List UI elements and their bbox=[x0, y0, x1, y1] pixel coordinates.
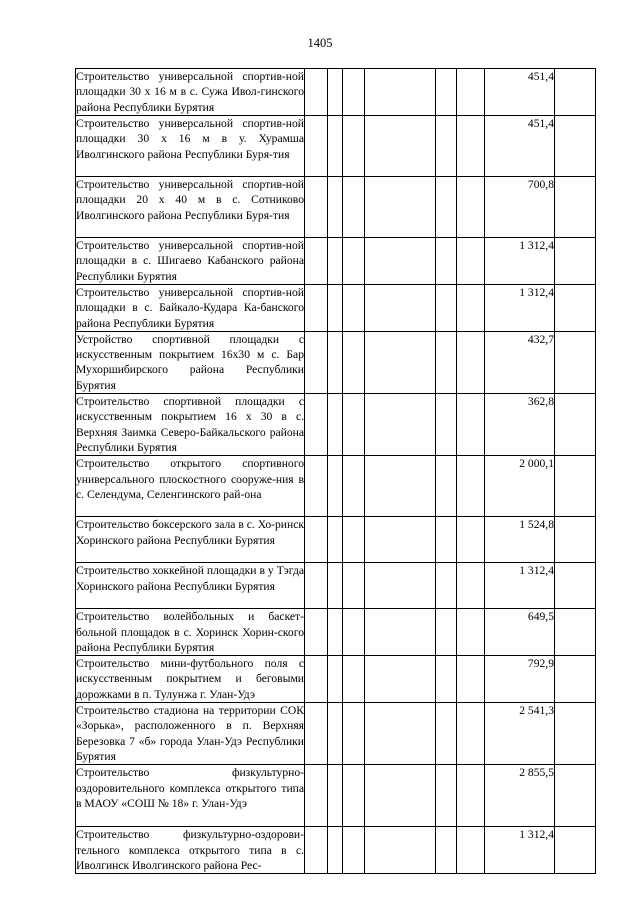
table-row bbox=[76, 517, 596, 563]
table-row bbox=[76, 116, 596, 177]
empty-cell bbox=[343, 563, 365, 609]
row-amount: 649,5 bbox=[485, 609, 555, 656]
table-row bbox=[76, 456, 596, 517]
table-row bbox=[76, 609, 596, 656]
table-row bbox=[76, 285, 596, 332]
row-amount: 1 312,4 bbox=[485, 563, 555, 609]
table-row bbox=[76, 827, 596, 874]
row-amount: 362,8 bbox=[485, 394, 555, 456]
empty-cell bbox=[343, 69, 365, 116]
empty-cell bbox=[328, 456, 343, 517]
empty-cell bbox=[343, 703, 365, 765]
table-row bbox=[76, 765, 596, 827]
row-amount: 2 541,3 bbox=[485, 703, 555, 765]
empty-cell bbox=[436, 238, 457, 285]
empty-cell bbox=[555, 827, 596, 874]
page-number: 1405 bbox=[307, 36, 333, 50]
empty-cell bbox=[457, 703, 485, 765]
empty-cell bbox=[365, 609, 436, 656]
row-amount: 1 312,4 bbox=[485, 827, 555, 874]
row-description: Строительство универсальной спортив-ной площадки в с. Байкало-Кудара Ка-банского района Республики Бурятия bbox=[76, 286, 304, 330]
empty-cell bbox=[343, 456, 365, 517]
row-description: Строительство волейбольных и баскет-больной площадок в с. Хоринск Хорин-ского района Республики Бурятия bbox=[76, 610, 304, 654]
empty-cell bbox=[457, 331, 485, 393]
row-description: Строительство физкультурно-оздорови-тельного комплекса открытого типа в с. Иволгинск Иволгинского района Рес- bbox=[76, 828, 304, 872]
empty-cell bbox=[305, 238, 328, 285]
row-amount: 451,4 bbox=[485, 116, 555, 177]
table-row bbox=[76, 177, 596, 238]
table-row bbox=[76, 238, 596, 285]
empty-cell bbox=[436, 456, 457, 517]
empty-cell bbox=[343, 765, 365, 827]
empty-cell bbox=[343, 609, 365, 656]
row-amount: 700,8 bbox=[485, 177, 555, 238]
empty-cell bbox=[328, 238, 343, 285]
row-amount: 2 000,1 bbox=[485, 456, 555, 517]
empty-cell bbox=[457, 765, 485, 827]
empty-cell bbox=[555, 656, 596, 703]
empty-cell bbox=[555, 177, 596, 238]
empty-cell bbox=[555, 456, 596, 517]
row-description: Строительство физкультурно-оздоровительного комплекса открытого типа в МАОУ «СОШ № 18» г. Улан-Удэ bbox=[76, 765, 305, 827]
empty-cell bbox=[343, 177, 365, 238]
empty-cell bbox=[555, 517, 596, 563]
empty-cell bbox=[305, 517, 328, 563]
budget-table bbox=[75, 68, 596, 874]
empty-cell bbox=[328, 517, 343, 563]
row-amount: 792,9 bbox=[485, 656, 555, 703]
row-description: Строительство стадиона на территории СОК «Зорька», расположенного в п. Верхняя Березовка 7 «б» города Улан-Удэ Республики Бурятия bbox=[76, 704, 304, 763]
empty-cell bbox=[365, 656, 436, 703]
empty-cell bbox=[328, 609, 343, 656]
row-description: Строительство спортивной площадки с искусственным покрытием 16 х 30 в с. Верхняя Заимка Северо-Байкальского района Республики Бурятия bbox=[76, 395, 304, 454]
empty-cell bbox=[457, 116, 485, 177]
row-description: Строительство универсальной спортив-ной площадки 20 х 40 м в с. Сотниково Иволгинского района Республики Буря-тия bbox=[76, 177, 305, 238]
empty-cell bbox=[436, 827, 457, 874]
table-row bbox=[76, 69, 596, 116]
empty-cell bbox=[457, 609, 485, 656]
row-description: Строительство мини-футбольного поля с искусственным покрытием и беговыми дорожками в п. Тулунжа г. Улан-Удэ bbox=[76, 657, 304, 701]
empty-cell bbox=[457, 827, 485, 874]
row-amount: 1 312,4 bbox=[485, 238, 555, 285]
empty-cell bbox=[457, 177, 485, 238]
empty-cell bbox=[365, 517, 436, 563]
empty-cell bbox=[457, 456, 485, 517]
row-amount: 451,4 bbox=[485, 69, 555, 116]
empty-cell bbox=[555, 116, 596, 177]
empty-cell bbox=[365, 827, 436, 874]
empty-cell bbox=[305, 656, 328, 703]
table-row bbox=[76, 331, 596, 393]
empty-cell bbox=[365, 765, 436, 827]
empty-cell bbox=[305, 456, 328, 517]
empty-cell bbox=[328, 656, 343, 703]
empty-cell bbox=[555, 331, 596, 393]
empty-cell bbox=[436, 69, 457, 116]
empty-cell bbox=[436, 331, 457, 393]
empty-cell bbox=[328, 563, 343, 609]
empty-cell bbox=[305, 331, 328, 393]
empty-cell bbox=[328, 116, 343, 177]
empty-cell bbox=[305, 563, 328, 609]
empty-cell bbox=[305, 116, 328, 177]
row-amount: 1 524,8 bbox=[485, 517, 555, 563]
empty-cell bbox=[436, 656, 457, 703]
empty-cell bbox=[305, 69, 328, 116]
empty-cell bbox=[328, 331, 343, 393]
empty-cell bbox=[343, 656, 365, 703]
empty-cell bbox=[436, 563, 457, 609]
row-description: Строительство боксерского зала в с. Хо-ринск Хоринского района Республики Бурятия bbox=[76, 517, 305, 563]
empty-cell bbox=[457, 563, 485, 609]
empty-cell bbox=[457, 517, 485, 563]
empty-cell bbox=[436, 116, 457, 177]
table-row bbox=[76, 563, 596, 609]
empty-cell bbox=[365, 456, 436, 517]
empty-cell bbox=[555, 394, 596, 456]
empty-cell bbox=[365, 177, 436, 238]
empty-cell bbox=[457, 238, 485, 285]
empty-cell bbox=[328, 827, 343, 874]
empty-cell bbox=[343, 394, 365, 456]
empty-cell bbox=[365, 285, 436, 332]
empty-cell bbox=[365, 703, 436, 765]
empty-cell bbox=[343, 517, 365, 563]
empty-cell bbox=[343, 331, 365, 393]
table-row bbox=[76, 656, 596, 703]
row-description: Строительство открытого спортивного универсального плоскостного сооруже-ния в с. Селендума, Селенгинского рай-она bbox=[76, 456, 305, 517]
empty-cell bbox=[328, 285, 343, 332]
empty-cell bbox=[305, 703, 328, 765]
empty-cell bbox=[555, 285, 596, 332]
empty-cell bbox=[436, 177, 457, 238]
row-amount: 432,7 bbox=[485, 331, 555, 393]
empty-cell bbox=[436, 394, 457, 456]
empty-cell bbox=[343, 116, 365, 177]
empty-cell bbox=[328, 69, 343, 116]
empty-cell bbox=[555, 563, 596, 609]
empty-cell bbox=[365, 116, 436, 177]
row-amount: 2 855,5 bbox=[485, 765, 555, 827]
row-amount: 1 312,4 bbox=[485, 285, 555, 332]
empty-cell bbox=[328, 765, 343, 827]
empty-cell bbox=[555, 765, 596, 827]
empty-cell bbox=[305, 394, 328, 456]
row-description: Строительство универсальной спортив-ной площадки 30 х 16 м в с. Сужа Ивол-гинского района Республики Бурятия bbox=[76, 70, 304, 114]
empty-cell bbox=[305, 177, 328, 238]
empty-cell bbox=[436, 517, 457, 563]
empty-cell bbox=[365, 394, 436, 456]
empty-cell bbox=[343, 238, 365, 285]
empty-cell bbox=[305, 827, 328, 874]
empty-cell bbox=[343, 285, 365, 332]
empty-cell bbox=[305, 609, 328, 656]
empty-cell bbox=[555, 238, 596, 285]
table-row bbox=[76, 394, 596, 456]
table-row bbox=[76, 703, 596, 765]
empty-cell bbox=[328, 177, 343, 238]
table-body bbox=[76, 69, 596, 874]
empty-cell bbox=[305, 765, 328, 827]
empty-cell bbox=[555, 609, 596, 656]
empty-cell bbox=[457, 285, 485, 332]
row-description: Строительство универсальной спортив-ной площадки в с. Шигаево Кабанского района Республики Бурятия bbox=[76, 239, 304, 283]
empty-cell bbox=[457, 394, 485, 456]
empty-cell bbox=[457, 69, 485, 116]
empty-cell bbox=[436, 609, 457, 656]
empty-cell bbox=[343, 827, 365, 874]
row-description: Строительство хоккейной площадки в у Тэгда Хоринского района Республики Бурятия bbox=[76, 563, 305, 609]
empty-cell bbox=[328, 394, 343, 456]
row-description: Строительство универсальной спортив-ной площадки 30 х 16 м в у. Хурамша Иволгинского района Республики Буря-тия bbox=[76, 116, 305, 177]
empty-cell bbox=[436, 285, 457, 332]
empty-cell bbox=[436, 703, 457, 765]
empty-cell bbox=[555, 703, 596, 765]
empty-cell bbox=[365, 238, 436, 285]
empty-cell bbox=[365, 563, 436, 609]
empty-cell bbox=[365, 69, 436, 116]
empty-cell bbox=[305, 285, 328, 332]
empty-cell bbox=[555, 69, 596, 116]
empty-cell bbox=[365, 331, 436, 393]
empty-cell bbox=[457, 656, 485, 703]
empty-cell bbox=[328, 703, 343, 765]
empty-cell bbox=[436, 765, 457, 827]
row-description: Устройство спортивной площадки с искусственным покрытием 16х30 м с. Бар Мухоршибирского района Республики Бурятия bbox=[76, 332, 304, 392]
